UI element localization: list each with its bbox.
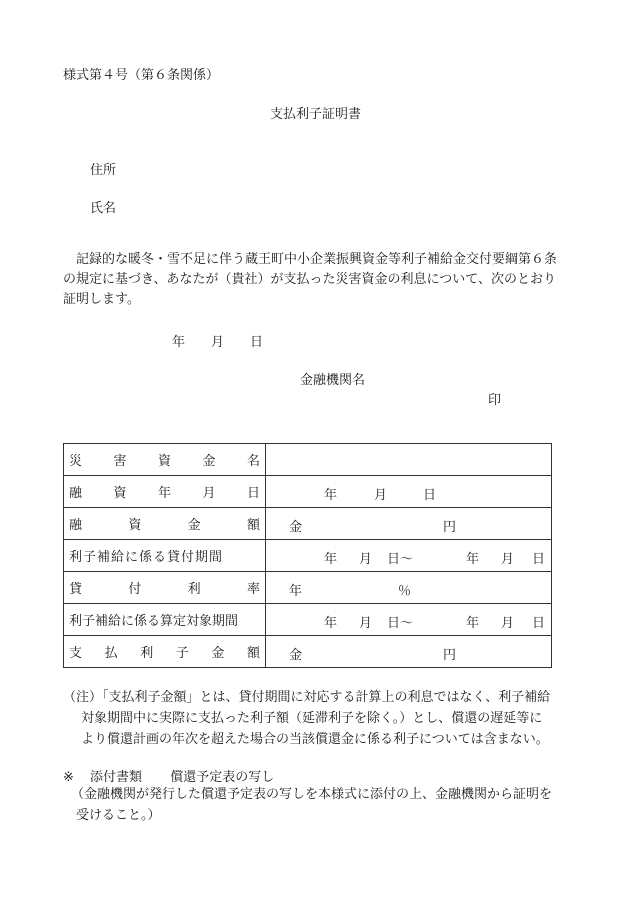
table-row bbox=[64, 604, 552, 636]
table-row bbox=[64, 444, 552, 476]
value-loan-period[interactable]: 年 月 日～ 年 月 日 bbox=[266, 540, 552, 572]
attachment-label: 添付書類 bbox=[90, 770, 143, 785]
attachment-note bbox=[63, 784, 583, 826]
value-interest-rate[interactable]: 年 ％ bbox=[266, 572, 552, 604]
note-paragraph bbox=[63, 687, 583, 750]
value-disaster-fund-name[interactable] bbox=[266, 444, 552, 476]
label-disaster-fund-name: 災 害 資 金 名 bbox=[64, 444, 266, 476]
table-row bbox=[64, 636, 552, 668]
body-line-1: 記録的な暖冬・雪不足に伴う蔵王町中小企業振興資金等利子補給金交付要綱第６条 bbox=[76, 252, 558, 267]
table-row bbox=[64, 540, 552, 572]
body-paragraph bbox=[63, 250, 573, 310]
table-row bbox=[64, 572, 552, 604]
date-year: 年 bbox=[172, 335, 186, 350]
date-day: 日 bbox=[250, 335, 264, 350]
note-line-2: 対象期間中に実際に支払った利子額（延滞利子を除く。）とし、償還の遅延等に bbox=[81, 711, 543, 726]
body-line-3: 証明します。 bbox=[63, 292, 140, 307]
seal-mark: 印 bbox=[488, 393, 502, 408]
reference-mark: ※ bbox=[63, 770, 74, 785]
page-title: 支払利子証明書 bbox=[270, 107, 362, 122]
value-loan-date[interactable]: 年 月 日 bbox=[266, 476, 552, 508]
note-line-3: より償還計画の年次を超えた場合の当該償還金に係る利子については含まない。 bbox=[81, 732, 549, 747]
value-paid-interest[interactable]: 金 円 bbox=[266, 636, 552, 668]
label-loan-date: 融 資 年 月 日 bbox=[64, 476, 266, 508]
date-month: 月 bbox=[211, 335, 225, 350]
label-loan-amount: 融 資 金 額 bbox=[64, 508, 266, 540]
label-interest-rate: 貸 付 利 率 bbox=[64, 572, 266, 604]
label-loan-period: 利子補給に係る貸付期間 bbox=[64, 540, 266, 572]
attachment-item: 償還予定表の写し bbox=[170, 770, 275, 785]
body-line-2: の規定に基づき、あなたが（貴社）が支払った災害資金の利息について、次のとおり bbox=[63, 272, 556, 287]
attachment-line-1: （金融機関が発行した償還予定表の写しを本様式に添付の上、金融機関から証明を bbox=[71, 787, 553, 802]
value-calc-period[interactable]: 年 月 日～ 年 月 日 bbox=[266, 604, 552, 636]
table-row bbox=[64, 508, 552, 540]
name-label: 氏名 bbox=[90, 201, 117, 216]
attachment-line-2: 受けること。） bbox=[76, 808, 161, 823]
table-row bbox=[64, 476, 552, 508]
institution-label: 金融機関名 bbox=[300, 373, 366, 388]
note-line-1: （注）「支払利子金額」とは、貸付期間に対応する計算上の利息ではなく、利子補給 bbox=[63, 690, 551, 705]
info-table bbox=[63, 443, 552, 668]
form-number: 様式第４号（第６条関係） bbox=[63, 68, 220, 83]
address-label: 住所 bbox=[90, 163, 117, 178]
label-calc-period: 利子補給に係る算定対象期間 bbox=[64, 604, 266, 636]
label-paid-interest: 支 払 利 子 金 額 bbox=[64, 636, 266, 668]
attachment-heading bbox=[63, 766, 274, 785]
value-loan-amount[interactable]: 金 円 bbox=[266, 508, 552, 540]
